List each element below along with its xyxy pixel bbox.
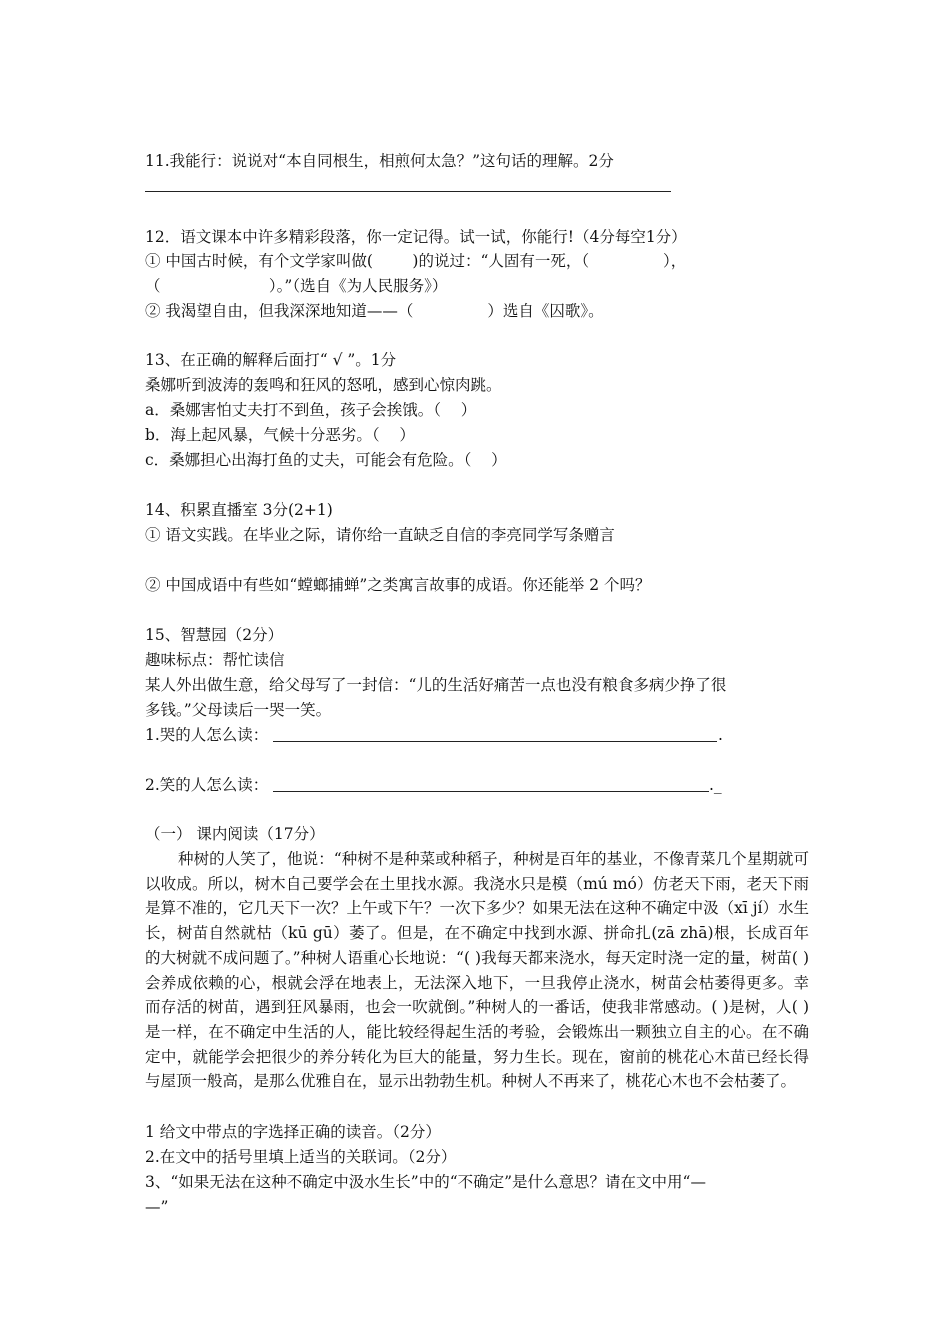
q15-laugh-end: ._ [709, 776, 722, 794]
reading-question-2: 2.在文中的括号里填上适当的关联词。（2分） [145, 1148, 457, 1166]
q12-title: 12．语文课本中许多精彩段落，你一定记得。试一试，你能行!（4分每空1分） [145, 228, 687, 246]
q12-line2: （ ）。”（选自《为人民服务》） [145, 277, 448, 295]
q15-title: 15、智慧园（2分） [145, 626, 284, 644]
q15-laugh-label: 2.笑的人怎么读： [145, 776, 269, 794]
q15-story-line1: 某人外出做生意，给父母写了一封信：“儿的生活好痛苦一点也没有粮食多病少挣了很 [145, 676, 727, 694]
q11-answer-line[interactable] [145, 191, 671, 192]
q15-laugh-answer-line[interactable] [273, 791, 709, 792]
q14-item1: ① 语文实践。在毕业之际，请你给一直缺乏自信的李亮同学写条赠言 [145, 526, 615, 544]
q13-option-c: c．桑娜担心出海打鱼的丈夫，可能会有危险。（ ） [145, 451, 507, 469]
q14-item2: ② 中国成语中有些如“螳螂捕蝉”之类寓言故事的成语。你还能举 2 个吗？ [145, 576, 651, 594]
q15-subtitle: 趣味标点：帮忙读信 [145, 651, 285, 669]
q13-sentence: 桑娜听到波涛的轰鸣和狂风的怒吼，感到心惊肉跳。 [145, 376, 502, 394]
q12-line3: ② 我渴望自由，但我深深地知道——（ ）选自《囚歌》。 [145, 302, 604, 320]
q15-cry-answer-line[interactable] [273, 741, 717, 742]
q12-line1: ① 中国古时候，有个文学家叫做( )的说过：“人固有一死，（ ）， [145, 252, 687, 270]
reading-question-3-line2: —” [145, 1198, 169, 1216]
reading-question-3-line1: 3、“如果无法在这种不确定中汲水生长”中的“不确定”是什么意思？请在文中用“— [145, 1173, 706, 1191]
reading-question-1: 1 给文中带点的字选择正确的读音。（2分） [145, 1123, 441, 1141]
q15-cry-end: . [718, 726, 723, 744]
q15-story-line2: 多钱。”父母读后一哭一笑。 [145, 701, 332, 719]
q15-cry-label: 1.哭的人怎么读： [145, 726, 269, 744]
q13-option-b: b．海上起风暴，气候十分恶劣。（ ） [145, 426, 415, 444]
q14-title: 14、积累直播室 3分(2+1) [145, 501, 333, 519]
q13-option-a: a．桑娜害怕丈夫打不到鱼，孩子会挨饿。（ ） [145, 401, 477, 419]
reading-passage: 种树的人笑了，他说：“种树不是种菜或种稻子，种树是百年的基业，不像青菜几个星期就可以收成。所以，树木自己要学会在土里找水源。我浇水只是模（mú mó）仿老天下雨，老天下雨是算不准的，它几天下一次？上午或下午？一次下多少？如果无法在这种不确定中汲（xī jí）水生长，树苗自然就枯（kū gū）萎了。但是，在不确定中找到水源、拼命扎(zā zhā)根，长成百年的大树就不成问题了。”种树人语重心长地说：“( )我每天都来浇水，每天定时浇一定的量，树苗( )会养成依赖的心，根就会浮在地表上，无法深入地下，一旦我停止浇水，树苗会枯萎得更多。幸而存活的树苗，遇到狂风暴雨，也会一吹就倒。”种树人的一番话，使我非常感动。( )是树，人( )是一样，在不确定中生活的人，能比较经得起生活的考验，会锻炼出一颗独立自主的心。在不确定中，就能学会把很少的养分转化为巨大的能量，努力生长。现在，窗前的桃花心木苗已经长得与屋顶一般高，是那么优雅自在，显示出勃勃生机。种树人不再来了，桃花心木也不会枯萎了。 [145, 850, 809, 1091]
reading-heading: （一） 课内阅读（17分） [145, 825, 325, 843]
q11-prompt: 11.我能行：说说对“本自同根生，相煎何太急？”这句话的理解。2分 [145, 152, 614, 170]
q13-title: 13、在正确的解释后面打“ √ ”。1分 [145, 351, 397, 369]
